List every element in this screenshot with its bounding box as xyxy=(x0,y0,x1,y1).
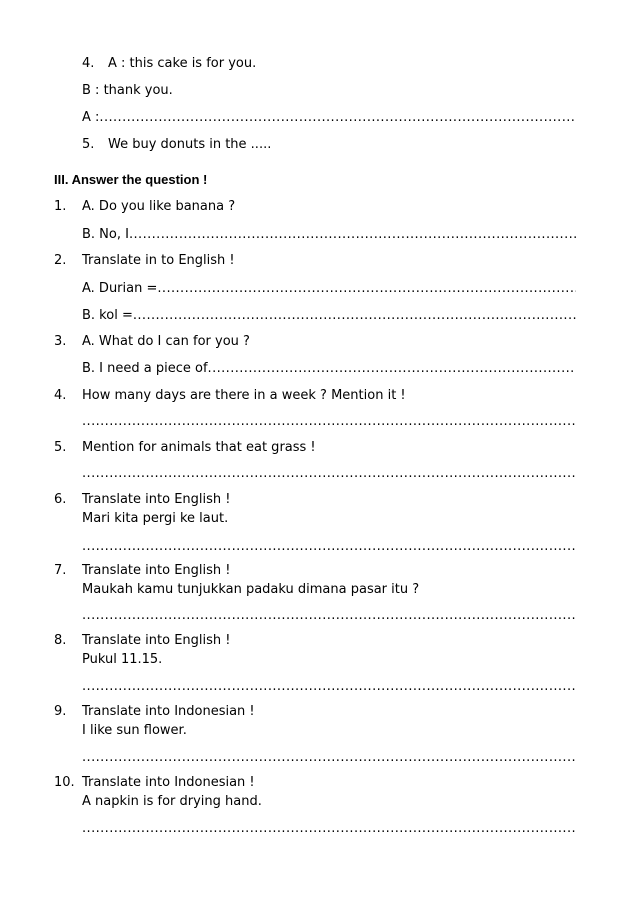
q7-prompt: Maukah kamu tunjukkan padaku dimana pasar itu ? xyxy=(82,582,420,597)
q1-number: 1. xyxy=(54,199,67,214)
dotted-line xyxy=(82,466,576,482)
q10-answer-line[interactable] xyxy=(82,821,576,837)
item-number-5: 5. xyxy=(82,137,95,152)
dotted-line xyxy=(129,227,576,243)
dotted-line xyxy=(82,821,576,837)
q9-answer-line[interactable] xyxy=(82,750,576,766)
q2-answer-line-a[interactable] xyxy=(82,281,576,297)
q9-number: 9. xyxy=(54,704,67,719)
q7-answer-line[interactable] xyxy=(82,608,576,624)
q2-text: Translate in to English ! xyxy=(82,253,235,268)
q4-number: 4. xyxy=(54,388,67,403)
dotted-line xyxy=(82,539,576,555)
q6-text: Translate into English ! xyxy=(82,492,231,507)
dotted-line xyxy=(82,679,576,695)
q9-text: Translate into Indonesian ! xyxy=(82,704,255,719)
dotted-line xyxy=(133,308,576,324)
q1-answer-line[interactable] xyxy=(82,227,576,243)
q3-number: 3. xyxy=(54,334,67,349)
q3-text: A. What do I can for you ? xyxy=(82,334,250,349)
q3-answer-line[interactable] xyxy=(82,361,576,377)
dotted-line xyxy=(157,281,576,297)
section-heading: III. Answer the question ! xyxy=(54,172,208,187)
q8-answer-line[interactable] xyxy=(82,679,576,695)
item-number-4: 4. xyxy=(82,56,95,71)
dialog-line-b: B : thank you. xyxy=(82,83,173,98)
q5-answer-line[interactable] xyxy=(82,466,576,482)
q10-number: 10. xyxy=(54,775,75,790)
q8-text: Translate into English ! xyxy=(82,633,231,648)
q3-answer-prefix: B. I need a piece of xyxy=(82,361,208,376)
answer-line-a[interactable] xyxy=(82,110,576,126)
dialog-line-a: A : this cake is for you. xyxy=(108,56,257,71)
q2-number: 2. xyxy=(54,253,67,268)
q5-number: 5. xyxy=(54,440,67,455)
q6-prompt: Mari kita pergi ke laut. xyxy=(82,511,229,526)
dotted-line xyxy=(82,608,576,624)
dotted-line xyxy=(82,750,576,766)
q10-text: Translate into Indonesian ! xyxy=(82,775,255,790)
q6-answer-line[interactable] xyxy=(82,539,576,555)
q1-answer-prefix: B. No, I xyxy=(82,227,129,242)
q10-prompt: A napkin is for drying hand. xyxy=(82,794,262,809)
q2-answer-prefix-b: B. kol = xyxy=(82,308,133,323)
answer-prefix: A : xyxy=(82,110,100,125)
dotted-line xyxy=(208,361,576,377)
dotted-line xyxy=(99,110,576,126)
q6-number: 6. xyxy=(54,492,67,507)
q9-prompt: I like sun flower. xyxy=(82,723,187,738)
q1-text: A. Do you like banana ? xyxy=(82,199,236,214)
q4-text: How many days are there in a week ? Mention it ! xyxy=(82,388,406,403)
q7-text: Translate into English ! xyxy=(82,563,231,578)
q7-number: 7. xyxy=(54,563,67,578)
q2-answer-line-b[interactable] xyxy=(82,308,576,324)
q2-answer-prefix-a: A. Durian = xyxy=(82,281,158,296)
q8-number: 8. xyxy=(54,633,67,648)
q4-answer-line[interactable] xyxy=(82,414,576,430)
item-text-5: We buy donuts in the ..... xyxy=(108,137,272,152)
dotted-line xyxy=(82,414,576,430)
q5-text: Mention for animals that eat grass ! xyxy=(82,440,316,455)
q8-prompt: Pukul 11.15. xyxy=(82,652,163,667)
